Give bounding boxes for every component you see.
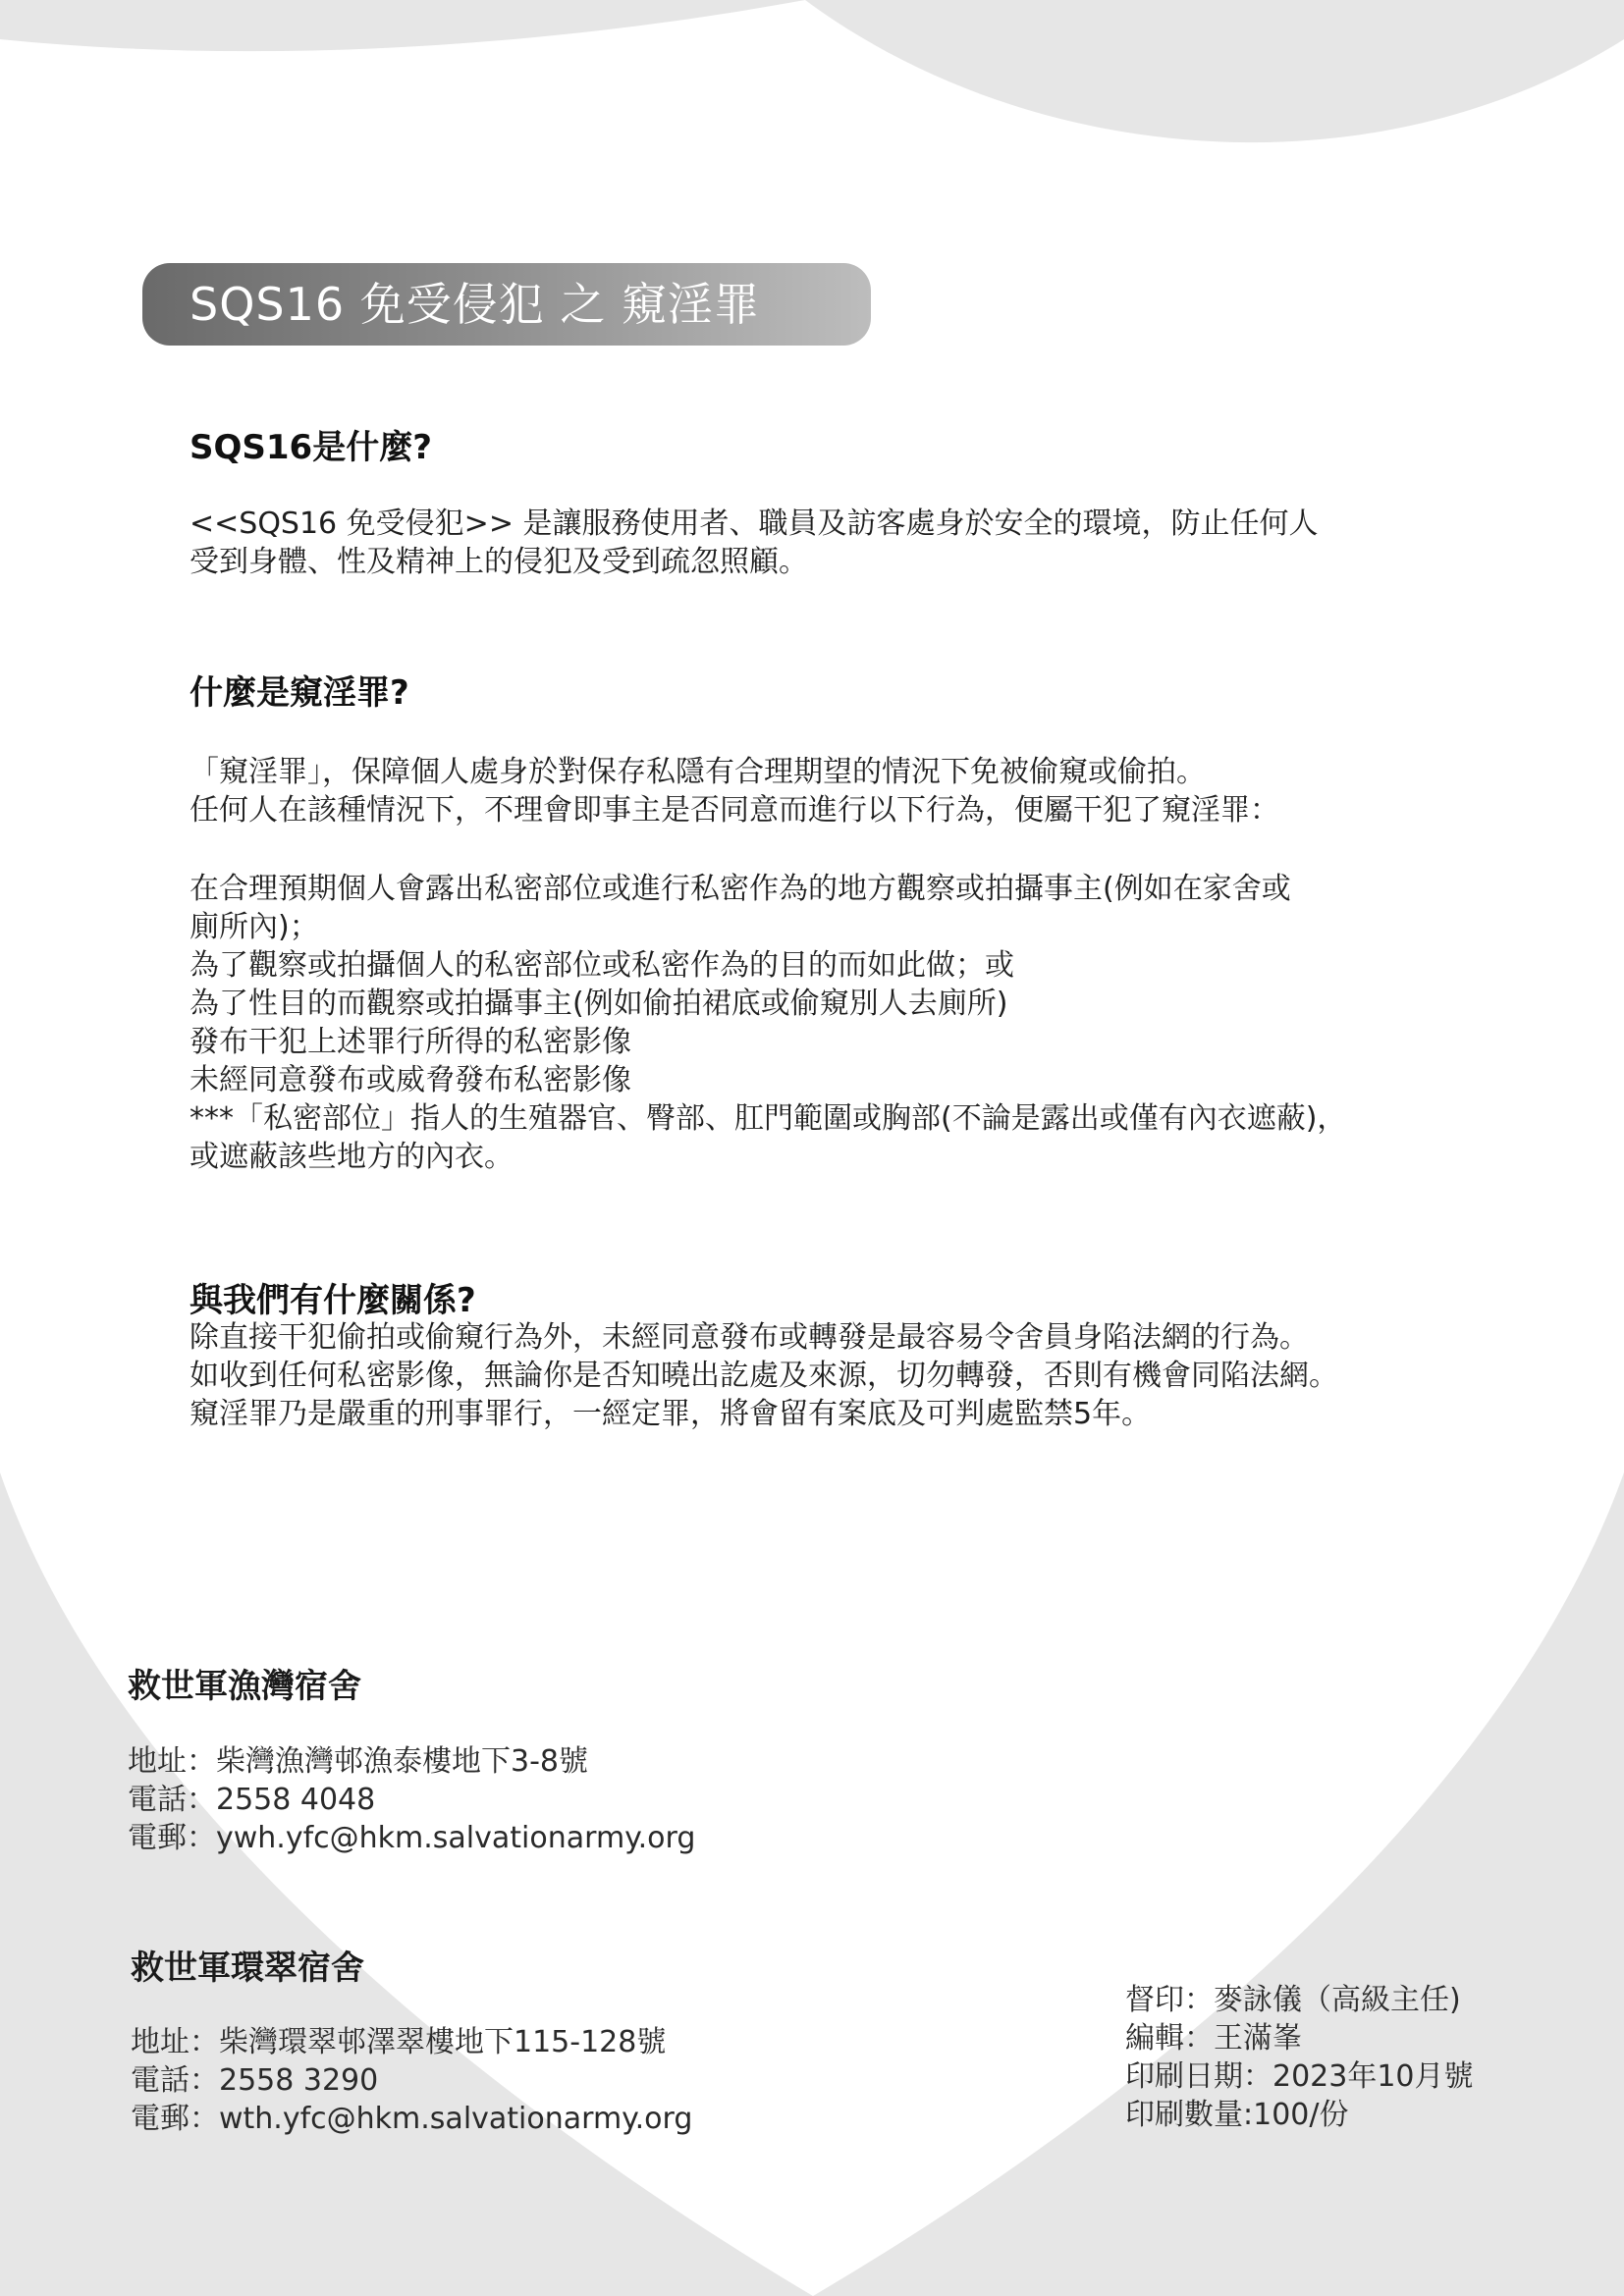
list-item: 發布干犯上述罪行所得的私密影像 xyxy=(189,1025,631,1059)
editor-text: 編輯：王滿峯 xyxy=(1125,2021,1302,2056)
address-text: 地址：柴灣環翠邨澤翠樓地下115-128號 xyxy=(131,2025,667,2059)
list-item: 廁所內)； xyxy=(189,910,319,944)
phone-text: 電話：2558 3290 xyxy=(131,2063,379,2098)
email-link[interactable]: 電郵：wth.yfc@hkm.salvationarmy.org xyxy=(131,2102,693,2136)
print-quantity-text: 印刷數量:100/份 xyxy=(1125,2098,1349,2132)
org-name-wan-tsui: 救世軍環翠宿舍 xyxy=(131,1949,364,1988)
contact-block-wan-tsui xyxy=(131,2023,692,2138)
paragraph-line: 如收到任何私密影像，無論你是否知曉出訖處及來源，切勿轉發，否則有機會同陷法網。 xyxy=(189,1359,1338,1393)
paragraph-line: 受到身體、性及精神上的侵犯及受到疏忽照顧。 xyxy=(189,545,808,579)
list-item: 或遮蔽該些地方的內衣。 xyxy=(189,1140,514,1174)
paragraph-line: 除直接干犯偷拍或偷窺行為外，未經同意發布或轉發是最容易令舍員身陷法網的行為。 xyxy=(189,1320,1309,1355)
list-item: 為了性目的而觀察或拍攝事主(例如偷拍裙底或偷窺別人去廁所) xyxy=(189,987,1008,1021)
section-heading-what-is-voyeurism: 什麼是窺淫罪? xyxy=(189,673,409,713)
paragraph-line: 任何人在該種情況下，不理會即事主是否同意而進行以下行為，便屬干犯了窺淫罪： xyxy=(189,793,1279,828)
section-heading-relevance: 與我們有什麼關係? xyxy=(189,1281,476,1320)
page-title: SQS16 免受侵犯 之 窺淫罪 xyxy=(142,263,871,346)
list-item: 為了觀察或拍攝個人的私密部位或私密作為的目的而如此做；或 xyxy=(189,948,1014,983)
print-date-text: 印刷日期：2023年10月號 xyxy=(1125,2059,1474,2094)
paragraph-line: 窺淫罪乃是嚴重的刑事罪行，一經定罪，將會留有案底及可判處監禁5年。 xyxy=(189,1397,1152,1431)
supervisor-text: 督印：麥詠儀（高級主任) xyxy=(1125,1983,1461,2017)
contact-block-yue-wan xyxy=(128,1742,695,1857)
section-heading-what-is-sqs16: SQS16是什麼? xyxy=(189,428,432,467)
email-link[interactable]: 電郵：ywh.yfc@hkm.salvationarmy.org xyxy=(128,1821,696,1855)
section-relevance-body xyxy=(189,1318,1338,1433)
phone-text: 電話：2558 4048 xyxy=(128,1783,376,1817)
section-voyeurism-items xyxy=(189,870,1346,1176)
address-text: 地址：柴灣漁灣邨漁泰樓地下3-8號 xyxy=(128,1744,588,1779)
list-item: 未經同意發布或威脅發布私密影像 xyxy=(189,1063,631,1097)
list-item: ***「私密部位」指人的生殖器官、臀部、肛門範圍或胸部(不論是露出或僅有內衣遮蔽)， xyxy=(189,1101,1347,1136)
list-item: 在合理預期個人會露出私密部位或進行私密作為的地方觀察或拍攝事主(例如在家舍或 xyxy=(189,872,1291,906)
org-name-yue-wan: 救世軍漁灣宿舍 xyxy=(128,1667,361,1706)
paragraph-line: 「窺淫罪」，保障個人處身於對保存私隱有合理期望的情況下免被偷窺或偷拍。 xyxy=(189,755,1206,789)
section-what-is-sqs16-body xyxy=(189,505,1319,581)
paragraph-line: <<SQS16 免受侵犯>> 是讓服務使用者、職員及訪客處身於安全的環境，防止任何人 xyxy=(189,507,1319,541)
section-voyeurism-intro xyxy=(189,753,1279,829)
credits-block xyxy=(1125,1981,1474,2134)
